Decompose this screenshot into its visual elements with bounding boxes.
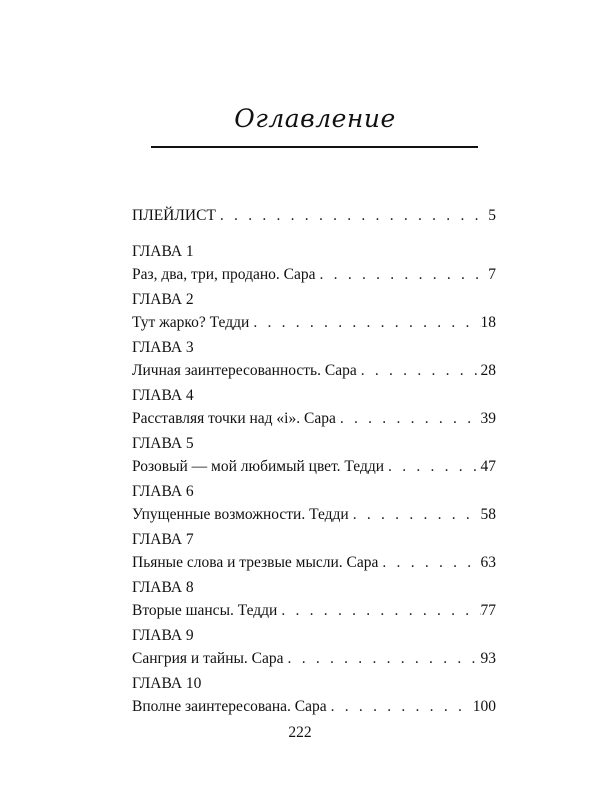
toc-chapter-7 <box>132 529 496 574</box>
entry-page-number: 58 <box>480 506 496 523</box>
toc-chapter-5 <box>132 433 496 478</box>
toc-entry[interactable] <box>132 552 496 574</box>
chapter-label: ГЛАВА 5 <box>132 435 194 452</box>
toc-chapter-8 <box>132 577 496 622</box>
toc-chapter-3 <box>132 337 496 382</box>
toc-entry[interactable] <box>132 648 496 670</box>
entry-title: Вторые шансы. Тедди <box>132 602 278 619</box>
table-of-contents <box>132 205 496 721</box>
entry-page-number: 18 <box>480 314 496 331</box>
entry-page-number: 39 <box>480 410 496 427</box>
entry-title: Сангрия и тайны. Сара <box>132 650 284 667</box>
entry-page-number: 28 <box>480 362 496 379</box>
dot-leader <box>349 504 481 526</box>
toc-chapter-9 <box>132 625 496 670</box>
chapter-label: ГЛАВА 10 <box>132 675 202 692</box>
entry-page-number: 47 <box>480 458 496 475</box>
entry-title: Расставляя точки над «i». Сара <box>132 410 336 427</box>
dot-leader <box>378 552 480 574</box>
chapter-label: ГЛАВА 3 <box>132 339 194 356</box>
chapter-label: ГЛАВА 2 <box>132 291 194 308</box>
toc-chapter-6 <box>132 481 496 526</box>
toc-entry[interactable] <box>132 408 496 430</box>
entry-page-number: 100 <box>472 698 496 715</box>
chapter-label: ГЛАВА 7 <box>132 531 194 548</box>
entry-title: Раз, два, три, продано. Сара <box>132 266 316 283</box>
chapter-label: ГЛАВА 6 <box>132 483 194 500</box>
entry-title: Упущенные возможности. Тедди <box>132 506 349 523</box>
entry-title: Пьяные слова и трезвые мысли. Сара <box>132 554 379 571</box>
toc-chapter-2 <box>132 289 496 334</box>
dot-leader <box>327 696 473 718</box>
chapter-label: ГЛАВА 9 <box>132 627 194 644</box>
entry-title: Розовый — мой любимый цвет. Тедди <box>132 458 385 475</box>
toc-entry[interactable] <box>132 360 496 382</box>
toc-entry-playlist[interactable] <box>132 205 496 227</box>
dot-leader <box>357 360 481 382</box>
toc-chapter-10 <box>132 673 496 718</box>
dot-leader <box>277 600 480 622</box>
entry-page-number: 63 <box>480 554 496 571</box>
toc-entry[interactable] <box>132 504 496 526</box>
toc-entry[interactable] <box>132 264 496 286</box>
entry-page-number: 93 <box>480 650 496 667</box>
entry-page-number: 77 <box>480 602 496 619</box>
page-number: 222 <box>288 724 312 741</box>
dot-leader <box>316 264 489 286</box>
entry-page-number: 7 <box>488 266 496 283</box>
toc-entry[interactable] <box>132 696 496 718</box>
entry-title: ПЛЕЙЛИСТ <box>132 207 216 224</box>
page-heading: Оглавление <box>234 104 396 133</box>
heading-rule <box>151 146 478 148</box>
toc-chapter-1 <box>132 241 496 286</box>
chapter-label: ГЛАВА 1 <box>132 243 194 260</box>
entry-title: Личная заинтересованность. Сара <box>132 362 357 379</box>
toc-entry[interactable] <box>132 456 496 478</box>
entry-page-number: 5 <box>488 207 496 224</box>
dot-leader <box>336 408 481 430</box>
toc-entry[interactable] <box>132 600 496 622</box>
dot-leader <box>216 205 488 227</box>
dot-leader <box>249 312 480 334</box>
toc-entry[interactable] <box>132 312 496 334</box>
entry-title: Вполне заинтересована. Сара <box>132 698 327 715</box>
toc-chapter-4 <box>132 385 496 430</box>
entry-title: Тут жарко? Тедди <box>132 314 250 331</box>
dot-leader <box>384 456 480 478</box>
chapter-label: ГЛАВА 8 <box>132 579 194 596</box>
chapter-label: ГЛАВА 4 <box>132 387 194 404</box>
dot-leader <box>284 648 481 670</box>
